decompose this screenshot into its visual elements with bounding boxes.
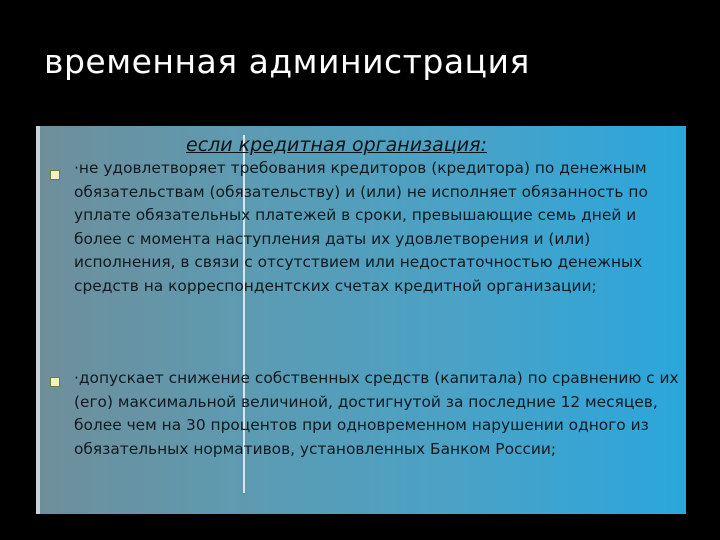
square-bullet-icon (50, 377, 60, 387)
panel-left-edge (36, 126, 40, 514)
list-item: ·не удовлетворяет требования кредиторов (кредитора) по денежным обязательствам (обязательству) и (или) не исполняет обязанность по уплате обязательных платежей в сроки, превышающие семь дней и более с момента наступления даты их удовлетворения и (или) исполнения, в связи с отсутствием или недостаточностью денежных средств на корреспондентских счетах кредитной организации; (74, 159, 648, 295)
section-heading: если кредитная организация: (186, 134, 487, 156)
slide-title: временная администрация (44, 42, 530, 81)
square-bullet-icon (50, 170, 60, 180)
list-item: ·допускает снижение собственных средств (капитала) по сравнению с их (его) максимальной величиной, достигнутой за последние 12 месяцев, более чем на 30 процентов при одновременном нарушении одного из обязательных нормативов, установленных Банком России; (74, 369, 679, 458)
